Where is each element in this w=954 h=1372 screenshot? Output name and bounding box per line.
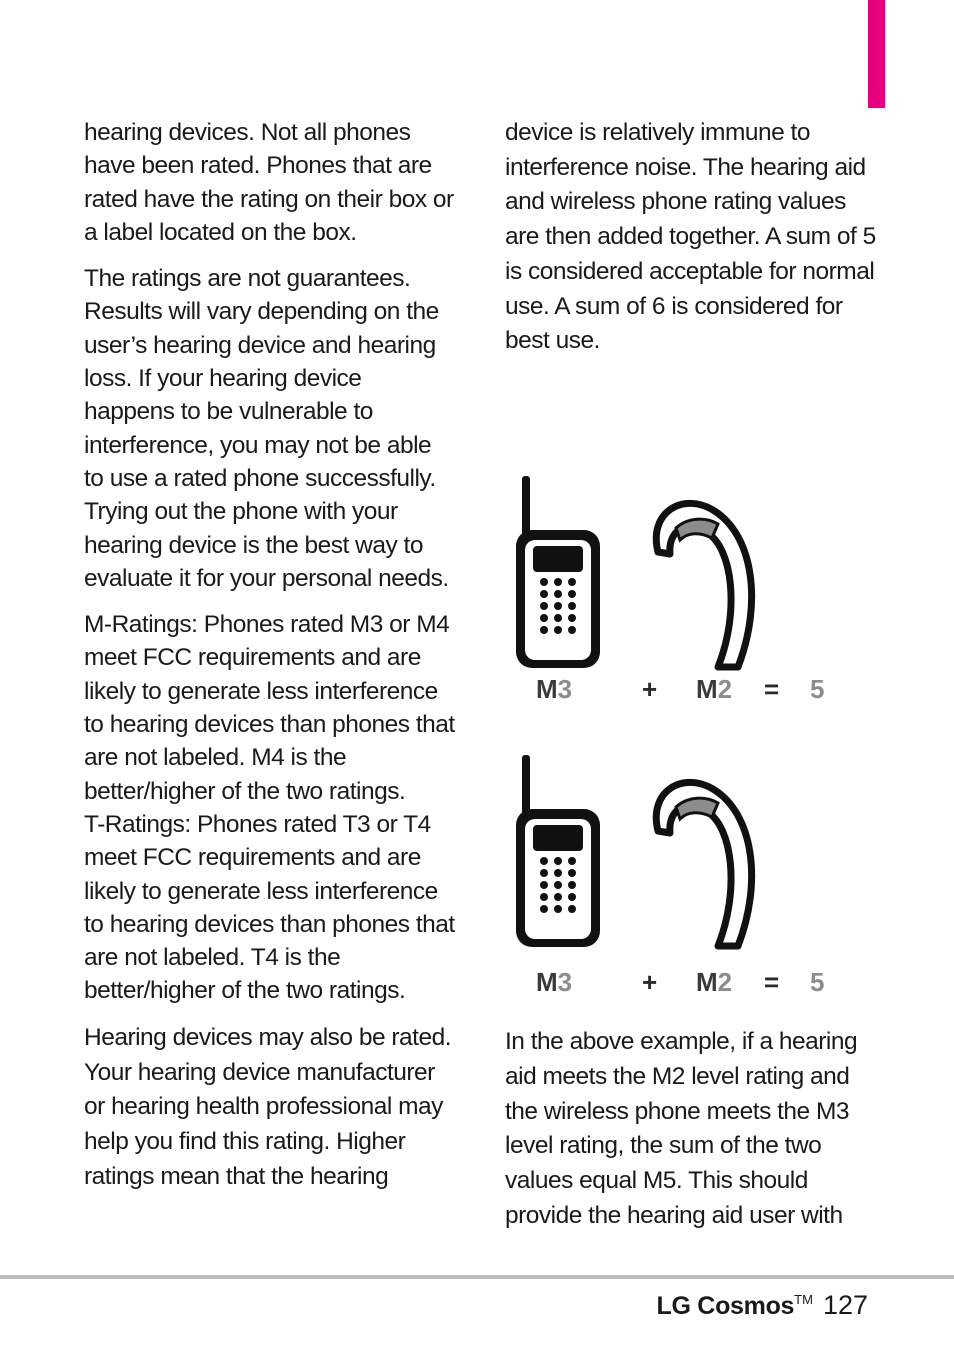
rating-illustration [508, 462, 838, 672]
right-column-bottom [505, 1025, 877, 1247]
equals-sign: = [764, 674, 780, 704]
rating-equation [508, 967, 838, 999]
cell-phone-icon [516, 476, 600, 668]
plus-sign: + [642, 967, 658, 997]
paragraph-rated-devices: hearing devices. Not all phones have been rated. Phones that are rated have the rating on their box or a label located on the box. [84, 119, 454, 246]
trademark-mark: TM [794, 1292, 813, 1307]
paragraph-not-guarantees: The ratings are not guarantees. Results will vary depending on the user’s hearing device and hearing loss. If your hearing device happens to be vulnerable to interference, you may not be able to use a rated phone successfully. Trying out the phone with your hearing device is the best way to evaluate it for your personal needs. [84, 265, 449, 592]
rating-figure [508, 462, 838, 702]
cell-phone-icon [516, 755, 600, 947]
paragraph-hearing-devices-rated: Hearing devices may also be rated. Your hearing device manufacturer or hearing health professional may help you find this rating. Higher ratings mean that the hearing [84, 1023, 452, 1190]
left-column [84, 116, 456, 1208]
section-tab-marker [868, 0, 885, 108]
phone-rating: M3 [536, 967, 573, 997]
equals-sign: = [764, 967, 780, 997]
aid-rating: M2 [696, 967, 733, 997]
aid-rating: M2 [696, 674, 733, 704]
paragraph-t-ratings: T-Ratings: Phones rated T3 or T4 meet FCC requirements and are likely to generate less interference to hearing devices than phones that are not labeled. T4 is the better/higher of the two ratings. [84, 810, 455, 1005]
footer-rule [0, 1275, 954, 1279]
right-column-top [505, 116, 877, 372]
rating-illustration [508, 745, 838, 955]
rating-figure [508, 745, 838, 997]
paragraph-example: In the above example, if a hearing aid meets the M2 level rating and the wireless phone meets the M3 level rating, the sum of the two values equal M5. This should provide the hearing aid user with [505, 1028, 858, 1229]
page-footer [657, 1290, 868, 1321]
brand-name: LG Cosmos [656, 1292, 795, 1320]
paragraph-immune: device is relatively immune to interference noise. The hearing aid and wireless phone rating values are then added together. A sum of 5 is considered acceptable for normal use. A sum of 6 is considered for best use. [505, 119, 876, 355]
sum-value: 5 [810, 674, 825, 704]
hearing-aid-icon [656, 503, 751, 667]
hearing-aid-icon [656, 782, 751, 946]
plus-sign: + [642, 674, 658, 704]
phone-rating: M3 [536, 674, 573, 704]
rating-equation [508, 674, 838, 706]
page-number: 127 [822, 1290, 868, 1320]
sum-value: 5 [810, 967, 825, 997]
paragraph-m-ratings: M-Ratings: Phones rated M3 or M4 meet FCC requirements and are likely to generate less interference to hearing devices than phones that are not labeled. M4 is the better/higher of the two ratings. [84, 611, 455, 805]
